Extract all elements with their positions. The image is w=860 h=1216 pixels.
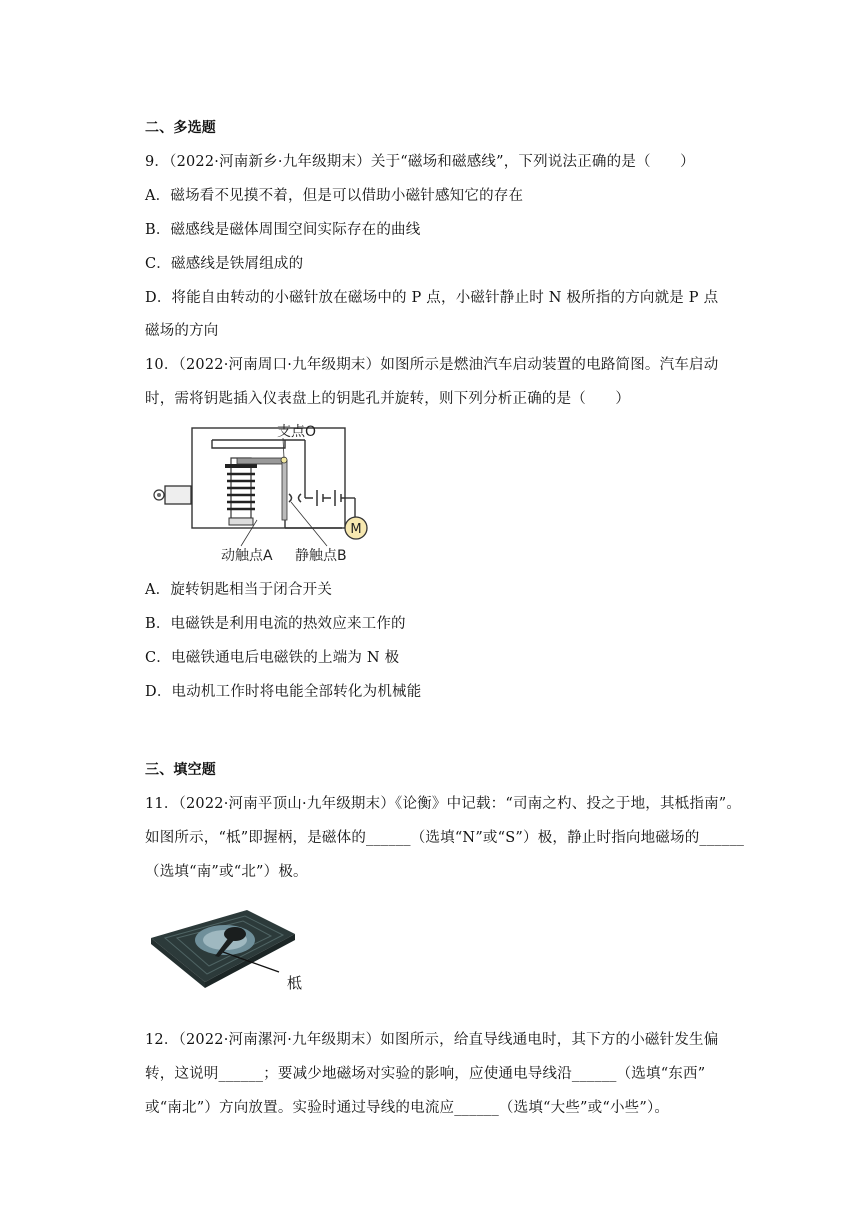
question-10-stem-line-1: 10．（2022·河南周口·九年级期末）如图所示是燃油汽车启动装置的电路简图。汽车启动 [145, 357, 719, 373]
question-10-option-b: B．电磁铁是利用电流的热效应来工作的 [145, 616, 406, 632]
motor-label: M [350, 522, 362, 537]
question-12-line-2: 转，这说明______；要减少地磁场对实验的影响，应使通电导线沿______（选填“东西” [145, 1066, 706, 1082]
question-12-line-3: 或“南北”）方向放置。实验时通过导线的电流应______（选填“大些”或“小些”）。 [145, 1100, 670, 1116]
question-11-line-2: 如图所示，“柢”即握柄，是磁体的______（选填“N”或“S”）极，静止时指向地磁场的______ [145, 830, 745, 846]
question-9-option-d: D．将能自由转动的小磁针放在磁场中的 P 点，小磁针静止时 N 极所指的方向就是 P 点 [145, 290, 719, 306]
section-heading-multiple-choice: 二、多选题 [145, 120, 216, 136]
question-9-stem: 9．（2022·河南新乡·九年级期末）关于“磁场和磁感线”，下列说法正确的是（ ） [145, 154, 695, 170]
pivot-label: 支点O [277, 424, 317, 440]
question-9-option-a: A．磁场看不见摸不着，但是可以借助小磁针感知它的存在 [145, 188, 524, 204]
moving-contact-label: 动触点A [221, 548, 273, 564]
circuit-diagram-figure [145, 418, 395, 566]
question-9-option-c: C．磁感线是铁屑组成的 [145, 256, 304, 272]
question-12-line-1: 12．（2022·河南漯河·九年级期末）如图所示，给直导线通电时，其下方的小磁针发生偏 [145, 1032, 719, 1048]
question-11-line-3: （选填“南”或“北”）极。 [145, 864, 308, 880]
question-10-option-c: C．电磁铁通电后电磁铁的上端为 N 极 [145, 650, 400, 666]
question-10-option-d: D．电动机工作时将电能全部转化为机械能 [145, 684, 422, 700]
sinan-compass-figure [145, 900, 315, 992]
question-10-option-a: A．旋转钥匙相当于闭合开关 [145, 582, 333, 598]
question-9-option-d-continued: 磁场的方向 [145, 323, 219, 339]
sinan-compass-image [145, 900, 315, 992]
question-9-option-b: B．磁感线是磁体周围空间实际存在的曲线 [145, 222, 421, 238]
question-11-line-1: 11．（2022·河南平顶山·九年级期末）《论衡》中记载：“司南之杓、投之于地，其柢指南”。 [145, 796, 742, 812]
sinan-handle-label: 柢 [287, 974, 303, 992]
section-heading-fill-in: 三、填空题 [145, 762, 216, 778]
question-10-stem-line-2: 时，需将钥匙插入仪表盘上的钥匙孔并旋转，则下列分析正确的是（ ） [145, 391, 631, 407]
circuit-diagram [145, 418, 395, 566]
static-contact-label: 静触点B [295, 548, 347, 564]
